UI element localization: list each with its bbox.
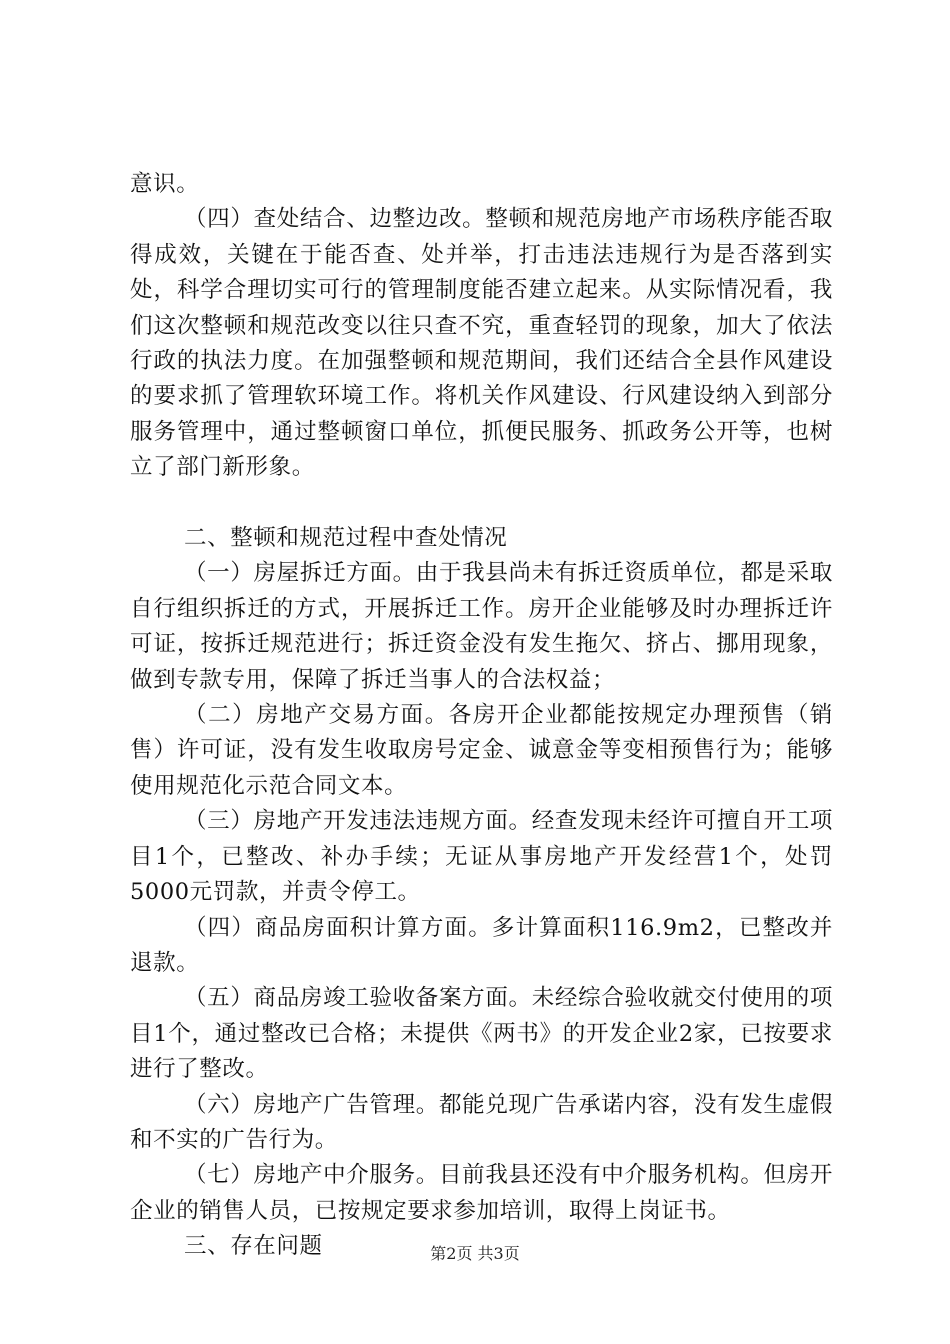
page-footer: 第2页 共3页 <box>430 1244 520 1263</box>
paragraph-section-2-4: （四）商品房面积计算方面。多计算面积116.9m2，已整改并退款。 <box>130 914 833 976</box>
paragraph-section-2-3: （三）房地产开发违法违规方面。经查发现未经许可擅自开工项目1个，已整改、补办手续；无证从事房地产开发经营1个，处罚5000元罚款，并责令停工。 <box>130 808 833 906</box>
paragraph-section-2-1: （一）房屋拆迁方面。由于我县尚未有拆迁资质单位，都是采取自行组织拆迁的方式，开展拆迁工作。房开企业能够及时办理拆迁许可证，按拆迁规范进行；拆迁资金没有发生拖欠、挤占、挪用现象，做到专款专用，保障了拆迁当事人的合法权益； <box>130 560 833 693</box>
paragraph-section-2-6: （六）房地产广告管理。都能兑现广告承诺内容，没有发生虚假和不实的广告行为。 <box>130 1091 833 1153</box>
heading-section-3: 三、存在问题 <box>184 1233 323 1260</box>
paragraph-section-1-4: （四）查处结合、边整边改。整顿和规范房地产市场秩序能否取得成效，关键在于能否查、处并举，打击违法违规行为是否落到实处，科学合理切实可行的管理制度能否建立起来。从实际情况看，我们这次整顿和规范改变以往只查不究，重查轻罚的现象，加大了依法行政的执法力度。在加强整顿和规范期间，我们还结合全县作风建设的要求抓了管理软环境工作。将机关作风建设、行风建设纳入到部分服务管理中，通过整顿窗口单位，抓便民服务、抓政务公开等，也树立了部门新形象。 <box>130 206 833 481</box>
paragraph-section-2-7: （七）房地产中介服务。目前我县还没有中介服务机构。但房开企业的销售人员，已按规定要求参加培训，取得上岗证书。 <box>130 1162 833 1224</box>
paragraph-section-2-5: （五）商品房竣工验收备案方面。未经综合验收就交付使用的项目1个，通过整改已合格；未提供《两书》的开发企业2家，已按要求进行了整改。 <box>130 985 833 1083</box>
heading-section-2: 二、整顿和规范过程中查处情况 <box>184 525 508 552</box>
paragraph-section-2-2: （二）房地产交易方面。各房开企业都能按规定办理预售（销售）许可证，没有发生收取房号定金、诚意金等变相预售行为；能够使用规范化示范合同文本。 <box>130 702 833 799</box>
paragraph-continuation: 意识。 <box>130 171 200 197</box>
document-body <box>130 167 833 1265</box>
